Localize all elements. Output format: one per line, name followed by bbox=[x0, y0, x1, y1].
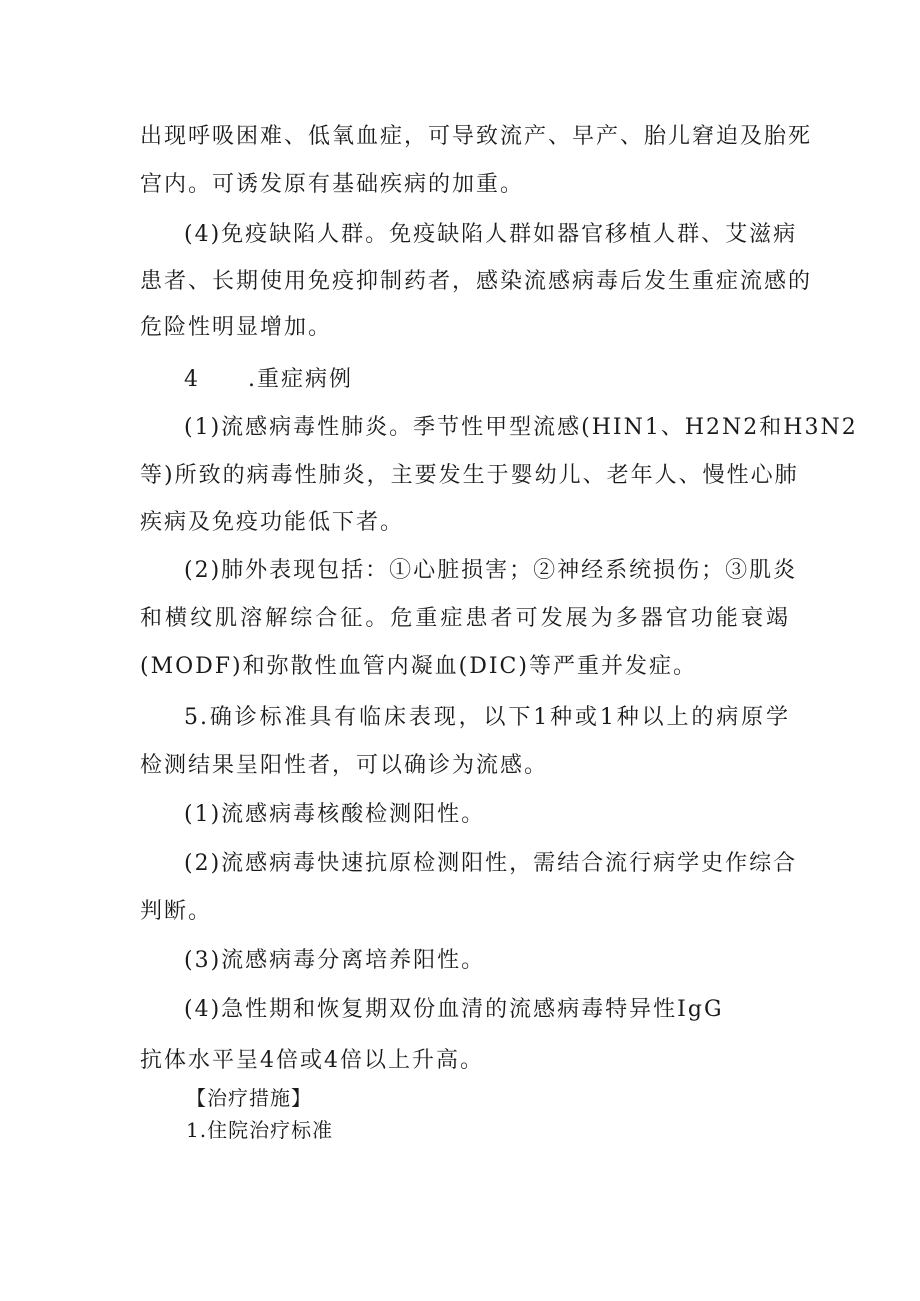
section-heading: 1.住院治疗标准 bbox=[186, 1118, 334, 1142]
text-line: (4)免疫缺陷人群。免疫缺陷人群如器官移植人群、艾滋病 bbox=[184, 222, 798, 247]
text-line: (3)流感病毒分离培养阳性。 bbox=[184, 948, 486, 973]
text-line: (4)急性期和恢复期双份血清的流感病毒特异性IgG bbox=[184, 997, 724, 1022]
text-line: (MODF)和弥散性血管内凝血(DIC)等严重并发症。 bbox=[140, 654, 697, 679]
text-line: 等)所致的病毒性肺炎，主要发生于婴幼儿、老年人、慢性心肺 bbox=[140, 463, 799, 488]
text-line: 出现呼吸困难、低氧血症，可导致流产、早产、胎儿窘迫及胎死 bbox=[140, 124, 813, 149]
text-line: 判断。 bbox=[140, 899, 213, 924]
text-line: 5.确诊标准具有临床表现，以下1种或1种以上的病原学 bbox=[184, 705, 790, 730]
text-line: (1)流感病毒核酸检测阳性。 bbox=[184, 802, 486, 827]
text-line: 检测结果呈阳性者，可以确诊为流感。 bbox=[140, 753, 549, 778]
section-heading: 4 .重症病例 bbox=[184, 367, 353, 392]
text-line: (2)肺外表现包括：①心脏损害；②神经系统损伤；③肌炎 bbox=[184, 558, 798, 583]
text-line: 抗体水平呈4倍或4倍以上升高。 bbox=[140, 1048, 484, 1073]
text-line: 和横纹肌溶解综合征。危重症患者可发展为多器官功能衰竭 bbox=[140, 606, 790, 631]
text-line: 宫内。可诱发原有基础疾病的加重。 bbox=[140, 172, 525, 197]
text-line: 患者、长期使用免疫抑制药者，感染流感病毒后发生重症流感的 bbox=[140, 269, 813, 294]
text-line: (1)流感病毒性肺炎。季节性甲型流感(HIN1、H2N2和H3N2 bbox=[184, 415, 858, 440]
text-line: 疾病及免疫功能低下者。 bbox=[140, 510, 405, 535]
text-line: 危险性明显增加。 bbox=[140, 315, 333, 340]
section-heading: 【治疗措施】 bbox=[186, 1086, 312, 1110]
text-line: (2)流感病毒快速抗原检测阳性，需结合流行病学史作综合 bbox=[184, 851, 798, 876]
